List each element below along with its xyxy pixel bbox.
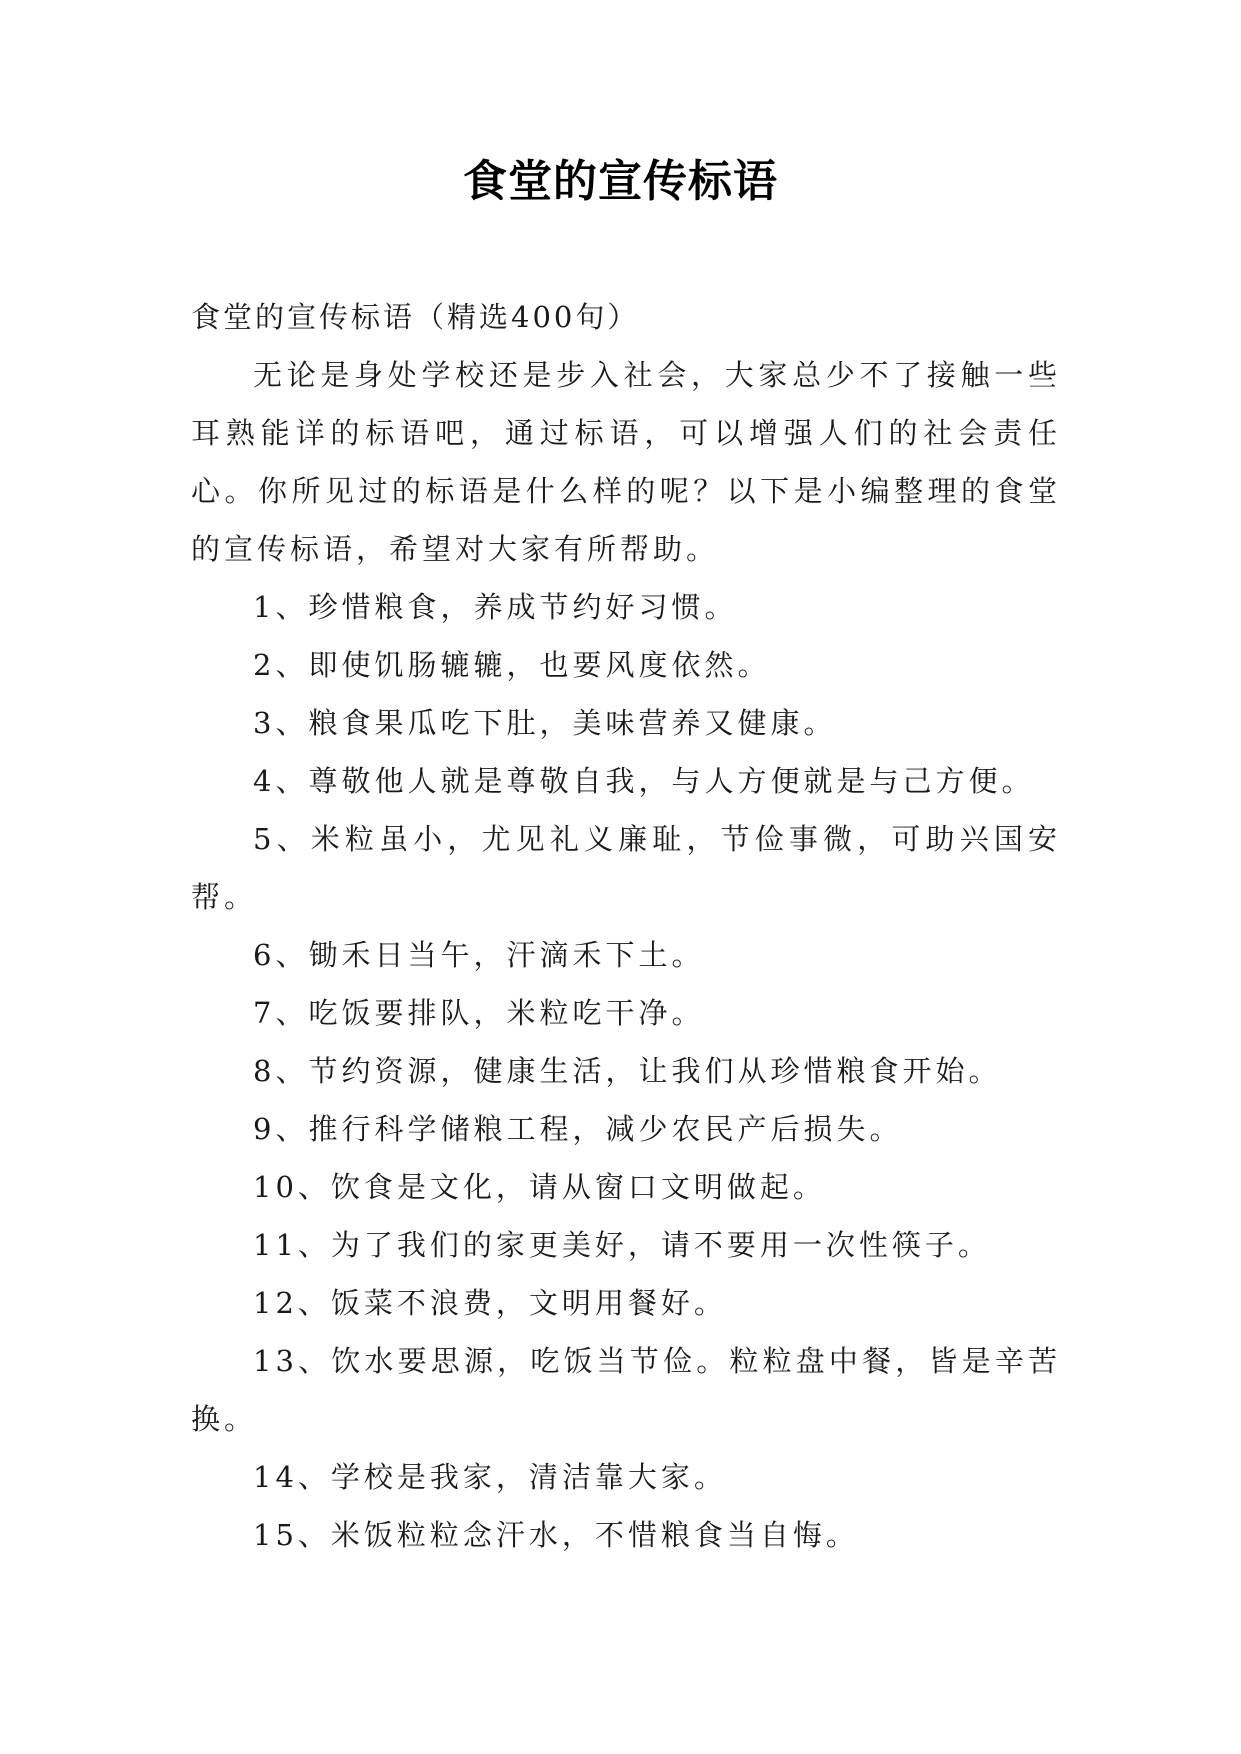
document-body (191, 288, 1061, 1564)
slogan-item: 5、米粒虽小，尤见礼义廉耻，节俭事微，可助兴国安帮。 (191, 822, 1061, 914)
slogan-item: 8、节约资源，健康生活，让我们从珍惜粮食开始。 (253, 1054, 1002, 1088)
slogan-item: 2、即使饥肠辘辘，也要风度依然。 (253, 648, 771, 682)
slogan-item: 1、珍惜粮食，养成节约好习惯。 (253, 590, 738, 624)
slogan-item: 9、推行科学储粮工程，减少农民产后损失。 (253, 1112, 903, 1146)
slogan-item: 14、学校是我家，清洁靠大家。 (253, 1460, 727, 1494)
slogan-item: 6、锄禾日当午，汗滴禾下土。 (253, 938, 705, 972)
document-title: 食堂的宣传标语 (463, 156, 778, 207)
slogan-item: 4、尊敬他人就是尊敬自我，与人方便就是与己方便。 (253, 764, 1035, 798)
slogan-item: 15、米饭粒粒念汗水，不惜粮食当自悔。 (253, 1518, 859, 1552)
slogan-list (191, 578, 1061, 1564)
slogan-item: 7、吃饭要排队，米粒吃干净。 (253, 996, 705, 1030)
intro-paragraph: 无论是身处学校还是步入社会，大家总少不了接触一些耳熟能详的标语吧，通过标语，可以增强人们的社会责任心。你所见过的标语是什么样的呢？以下是小编整理的食堂的宣传标语，希望对大家有所帮助。 (191, 358, 1061, 566)
slogan-item: 10、饮食是文化，请从窗口文明做起。 (253, 1170, 826, 1204)
slogan-item: 13、饮水要思源，吃饭当节俭。粒粒盘中餐，皆是辛苦换。 (191, 1344, 1061, 1436)
slogan-item: 12、饭菜不浪费，文明用餐好。 (253, 1286, 727, 1320)
document-subtitle: 食堂的宣传标语（精选400句） (191, 300, 640, 334)
slogan-item: 3、粮食果瓜吃下肚，美味营养又健康。 (253, 706, 837, 740)
slogan-item: 11、为了我们的家更美好，请不要用一次性筷子。 (253, 1228, 991, 1262)
